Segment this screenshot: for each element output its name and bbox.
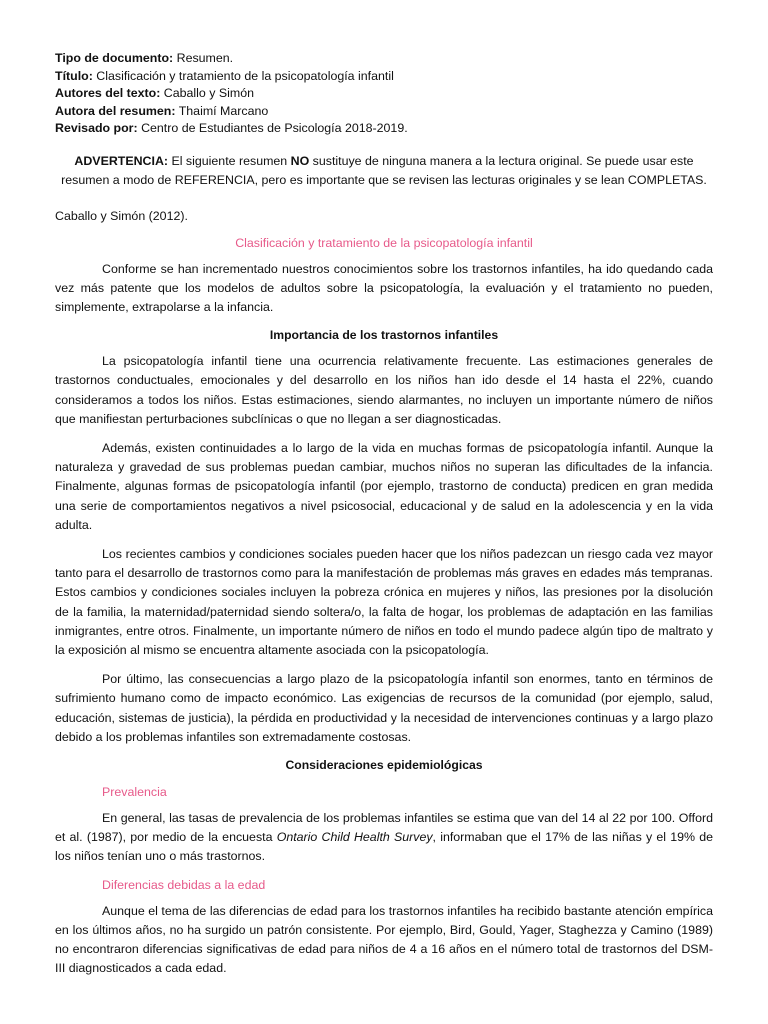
body-paragraph: Por último, las consecuencias a largo plazo de la psicopatología infantil son enormes, tanto en términos de sufrimiento humano como de impacto económico. Las exigencias de recursos de la comunidad (por ejemplo, salud, educación, sistemas de justicia), la pérdida en productividad y la necesidad de intervenciones continuas y a largo plazo debido a los problemas infantiles son extremadamente costosas. [55,672,713,744]
subheading-prevalence: Prevalencia [102,784,167,799]
subheading-age-differences: Diferencias debidas a la edad [102,877,266,892]
meta-label: Autores del texto: [55,86,161,100]
citation: Caballo y Simón (2012). [55,208,188,223]
section-heading-importance: Importancia de los trastornos infantiles [269,328,499,343]
meta-value: Centro de Estudiantes de Psicología 2018-2019. [137,121,408,135]
meta-value: Thaimí Marcano [175,103,269,118]
meta-label: Revisado por: [55,121,138,135]
body-paragraph: Aunque el tema de las diferencias de edad para los trastornos infantiles ha recibido bastante atención empírica en los últimos años, no ha surgido un patrón consistente. Por ejemplo, Bird, Gould, Yager, Staghezza y Camino (1989) no encontraron diferencias significativas de edad para niños de 4 a 16 años en el número total de trastornos del DSM-III diagnosticados a cada edad. [55,903,713,976]
paragraph-text: , informaban que el 17% de las niñas y el 19% de los niños tenían uno o más trastornos. [55,830,713,864]
warning-notice [55,152,713,190]
meta-value: Resumen. [173,51,234,65]
meta-label: Título: [55,68,93,83]
warning-text: sustituye de ninguna manera a la lectura original. Se puede usar este resumen a modo de REFERENCIA, pero es importante que se revisen las lecturas originales y se lean COMPLETAS. [61,153,707,187]
meta-reviewed-by [55,120,713,138]
meta-label: Tipo de documento: [55,51,174,65]
body-paragraph: Los recientes cambios y condiciones sociales pueden hacer que los niños padezcan un riesgo cada vez mayor tanto para el desarrollo de trastornos como para la manifestación de problemas más graves en edades más tempranas. Estos cambios y condiciones sociales incluyen la pobreza crónica en mujeres y niños, las presiones por la disolución de la familia, la maternidad/paternidad siendo soltera/o, la falta de hogar, los problemas de adaptación en las familias inmigrantes, entre otros. Finalmente, un importante número de niños en todo el mundo padece algún tipo de maltrato y la exposición al mismo se encuentra altamente asociada con la psicopatología. [55,546,713,657]
meta-value: Clasificación y tratamiento de la psicopatología infantil [92,68,394,83]
survey-name: Ontario Child Health Survey [276,830,433,845]
document-metadata [55,50,713,138]
warning-emphasis: NO [290,153,310,168]
meta-text-authors [55,85,713,103]
paragraph-text: En general, las tasas de prevalencia de los problemas infantiles se estima que van del 14 al 22 por 100. Offord et al. (1987), por medio de la encuesta [55,810,713,845]
section-heading-epidemiology: Consideraciones epidemiológicas [285,757,483,772]
meta-label: Autora del resumen: [55,103,176,118]
meta-value: Caballo y Simón [160,86,255,100]
document-title: Clasificación y tratamiento de la psicopatología infantil [235,235,533,250]
warning-label: ADVERTENCIA: [74,153,169,168]
body-paragraph: Además, existen continuidades a lo largo de la vida en muchas formas de psicopatología infantil. Aunque la naturaleza y gravedad de sus problemas puedan cambiar, muchos niños no superan las dificultades de la infancia. Finalmente, algunas formas de psicopatología infantil (por ejemplo, trastorno de conducta) predicen en gran medida una serie de comportamientos negativos a nivel psicosocial, educacional y de salud en la adolescencia y en la vida adulta. [55,440,713,532]
intro-paragraph: Conforme se han incrementado nuestros conocimientos sobre los trastornos infantiles, ha ido quedando cada vez más patente que los modelos de adultos sobre la psicopatología, la evaluación y el tratamiento no pueden, simplemente, extrapolarse a la infancia. [55,261,713,314]
meta-document-type [55,50,713,68]
body-paragraph [55,809,713,867]
warning-text: El siguiente resumen [168,153,291,168]
meta-summary-author [55,103,713,121]
body-paragraph: La psicopatología infantil tiene una ocurrencia relativamente frecuente. Las estimaciones generales de trastornos conductuales, emocionales y del desarrollo en los niños han ido desde el 14 hasta el 22%, cuando consideramos a todos los niños. Estas estimaciones, siendo alarmantes, no incluyen un importante número de niños que manifiestan perturbaciones subclínicas o que no llegan a ser diagnosticadas. [55,354,713,426]
meta-title [55,68,713,86]
